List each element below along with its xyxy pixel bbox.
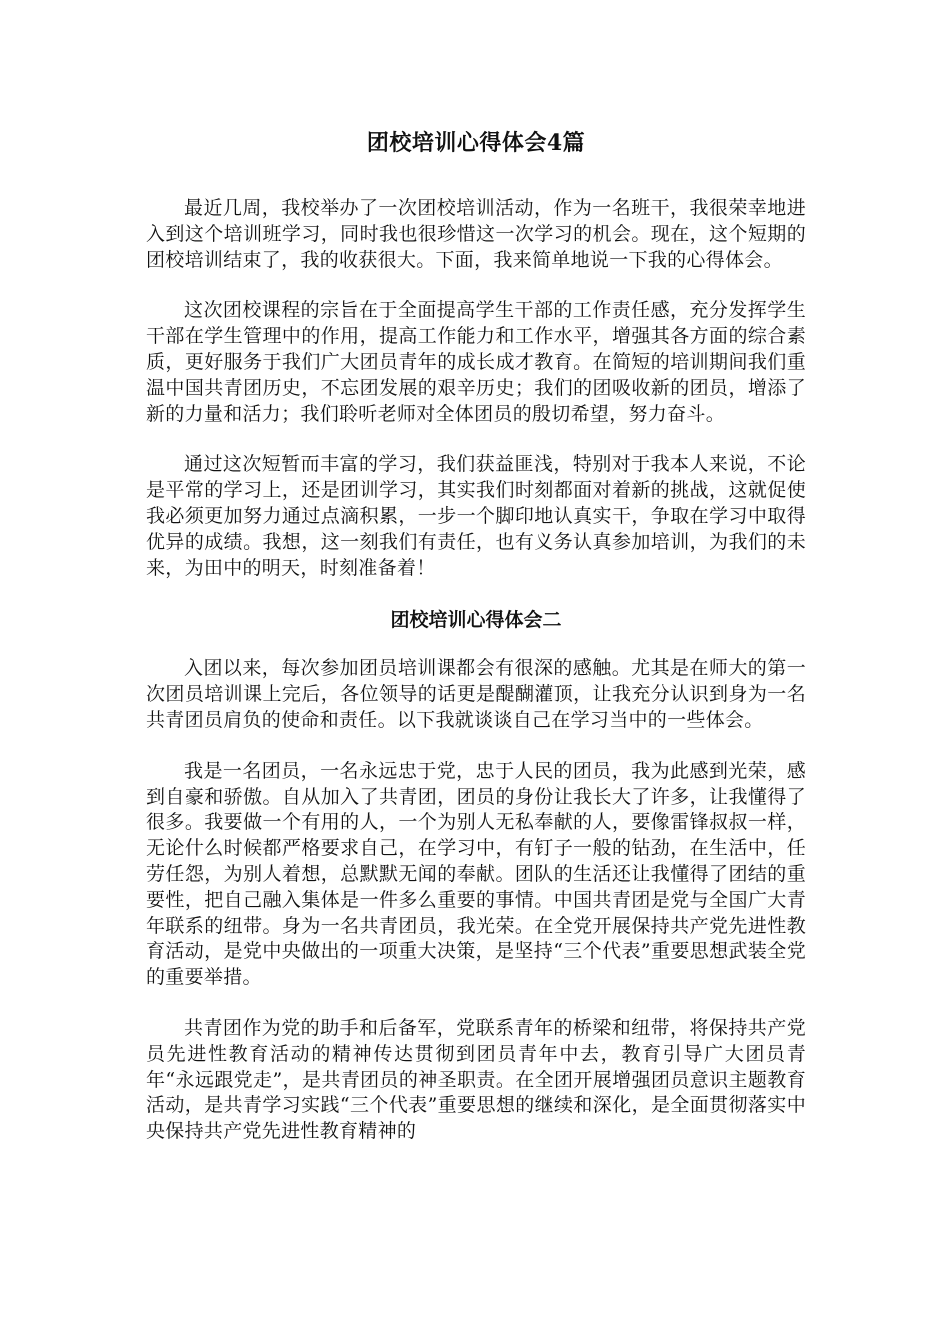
paragraph-5: 我是一名团员，一名永远忠于党，忠于人民的团员，我为此感到光荣，感到自豪和骄傲。自从加入了共青团，团员的身份让我长大了许多，让我懂得了很多。我要做一个有用的人，一个为别人无私奉献的人，要像雷锋叔叔一样，无论什么时候都严格要求自己，在学习中，有钉子一般的钻劲，在生活中，任劳任怨，为别人着想，总默默无闻的奉献。团队的生活还让我懂得了团结的重要性，把自己融入集体是一件多么重要的事情。中国共青团是党与全国广大青年联系的纽带。身为一名共青团员，我光荣。在全党开展保持共产党先进性教育活动，是党中央做出的一项重大决策，是坚持“三个代表”重要思想武装全党的重要举措。 (146, 759, 806, 989)
document-page (146, 128, 806, 1170)
paragraph-6: 共青团作为党的助手和后备军，党联系青年的桥梁和纽带，将保持共产党员先进性教育活动的精神传达贯彻到团员青年中去，教育引导广大团员青年“永远跟党走”，是共青团员的神圣职责。在全团开展增强团员意识主题教育活动，是共青学习实践“三个代表”重要思想的继续和深化，是全面贯彻落实中央保持共产党先进性教育精神的 (146, 1016, 806, 1143)
paragraph-1: 最近几周，我校举办了一次团校培训活动，作为一名班干，我很荣幸地进入到这个培训班学习，同时我也很珍惜这一次学习的机会。现在，这个短期的团校培训结束了，我的收获很大。下面，我来简单地说一下我的心得体会。 (146, 197, 806, 271)
document-title: 团校培训心得体会4篇 (366, 130, 586, 156)
section-heading: 团校培训心得体会二 (390, 609, 562, 632)
paragraph-3: 通过这次短暂而丰富的学习，我们获益匪浅，特别对于我本人来说，不论是平常的学习上，还是团训学习，其实我们时刻都面对着新的挑战，这就促使我必须更加努力通过点滴积累，一步一个脚印地认真实干，争取在学习中取得优异的成绩。我想，这一刻我们有责任，也有义务认真参加培训，为我们的未来，为田中的明天，时刻准备着！ (146, 453, 806, 579)
paragraph-4: 入团以来，每次参加团员培训课都会有很深的感触。尤其是在师大的第一次团员培训课上完后，各位领导的话更是醍醐灌顶，让我充分认识到身为一名共青团员肩负的使命和责任。以下我就谈谈自己在学习当中的一些体会。 (146, 657, 806, 731)
paragraph-2: 这次团校课程的宗旨在于全面提高学生干部的工作责任感，充分发挥学生干部在学生管理中的作用，提高工作能力和工作水平，增强其各方面的综合素质，更好服务于我们广大团员青年的成长成才教育。在简短的培训期间我们重温中国共青团历史，不忘团发展的艰辛历史；我们的团吸收新的团员，增添了新的力量和活力；我们聆听老师对全体团员的殷切希望，努力奋斗。 (146, 299, 806, 425)
